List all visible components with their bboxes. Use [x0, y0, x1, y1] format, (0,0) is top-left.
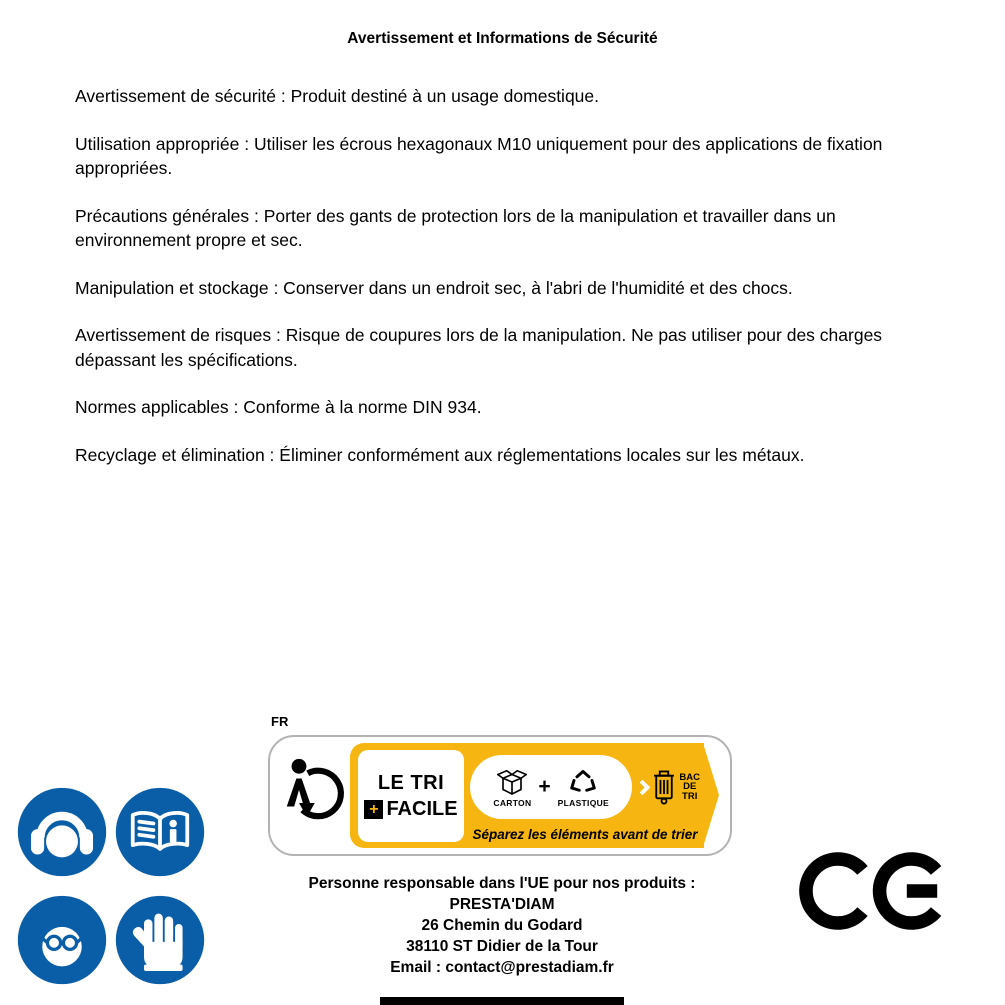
paragraph-recycling: Recyclage et élimination : Éliminer conformément aux réglementations locales sur les métaux. — [75, 444, 805, 465]
le-tri-facile-logo — [358, 750, 464, 842]
paragraph-safety-warning: Avertissement de sécurité : Produit destiné à un usage domestique. — [75, 86, 600, 106]
paragraph-risk-warning: Avertissement de risques : Risque de coupures lors de la manipulation. Ne pas utiliser pour des charges dépassant les spécifications. — [75, 325, 883, 370]
paragraph-standards: Normes applicables : Conforme à la norme DIN 934. — [75, 397, 482, 417]
plastique-label: PLASTIQUE — [557, 797, 610, 808]
plus-icon: + — [364, 800, 383, 819]
paragraph-appropriate-use: Utilisation appropriée : Utiliser les écrous hexagonaux M10 uniquement pour des applications de fixation appropriées. — [75, 133, 883, 178]
responsible-intro: Personne responsable dans l'UE pour nos produits : — [308, 875, 696, 892]
cropped-black-bar — [380, 997, 624, 1005]
plus-separator: + — [538, 775, 551, 798]
materials-oval — [470, 755, 632, 819]
bac-de-tri-text: BAC DE TRI — [679, 771, 700, 802]
triman-icon — [278, 750, 348, 842]
ce-marking-icon — [798, 851, 958, 931]
plastique-group — [558, 767, 609, 808]
facile-text: FACILE — [386, 797, 458, 820]
safety-paragraphs — [75, 84, 937, 490]
sorting-bin-icon — [652, 768, 676, 806]
arrow-tip — [703, 743, 719, 847]
ce-marking — [798, 851, 958, 931]
paragraph-general-precautions: Précautions générales : Porter des gants de protection lors de la manipulation et travailler dans un environnement propre et sec. — [75, 205, 836, 250]
responsible-person-block — [232, 873, 772, 978]
tri-facile-badge — [350, 743, 704, 848]
recycling-sorting-label — [268, 735, 732, 856]
company-name: PRESTA'DIAM — [449, 896, 555, 913]
carton-label: CARTON — [493, 797, 532, 808]
bac-de-tri-group — [652, 768, 700, 806]
read-manual-icon — [113, 785, 207, 879]
address-line-1: 26 Chemin du Godard — [421, 917, 583, 934]
eye-protection-icon — [15, 893, 109, 987]
ear-protection-icon — [15, 785, 109, 879]
paragraph-handling-storage: Manipulation et stockage : Conserver dans un endroit sec, à l'abri de l'humidité et des chocs. — [75, 277, 793, 298]
le-tri-text: LE TRI — [377, 771, 445, 794]
country-code-label: FR — [271, 714, 289, 729]
contact-email: Email : contact@prestadiam.fr — [390, 959, 614, 976]
address-line-2: 38110 ST Didier de la Tour — [406, 938, 598, 955]
plastic-recycling-icon — [564, 767, 602, 797]
carton-icon — [493, 767, 531, 797]
page-title: Avertissement et Informations de Sécurité — [347, 30, 658, 47]
sorting-caption: Séparez les éléments avant de trier — [472, 827, 698, 842]
mandatory-pictograms — [15, 785, 207, 987]
chevron-separator-icon — [635, 779, 651, 795]
carton-group — [493, 767, 531, 808]
hand-protection-icon — [113, 893, 207, 987]
